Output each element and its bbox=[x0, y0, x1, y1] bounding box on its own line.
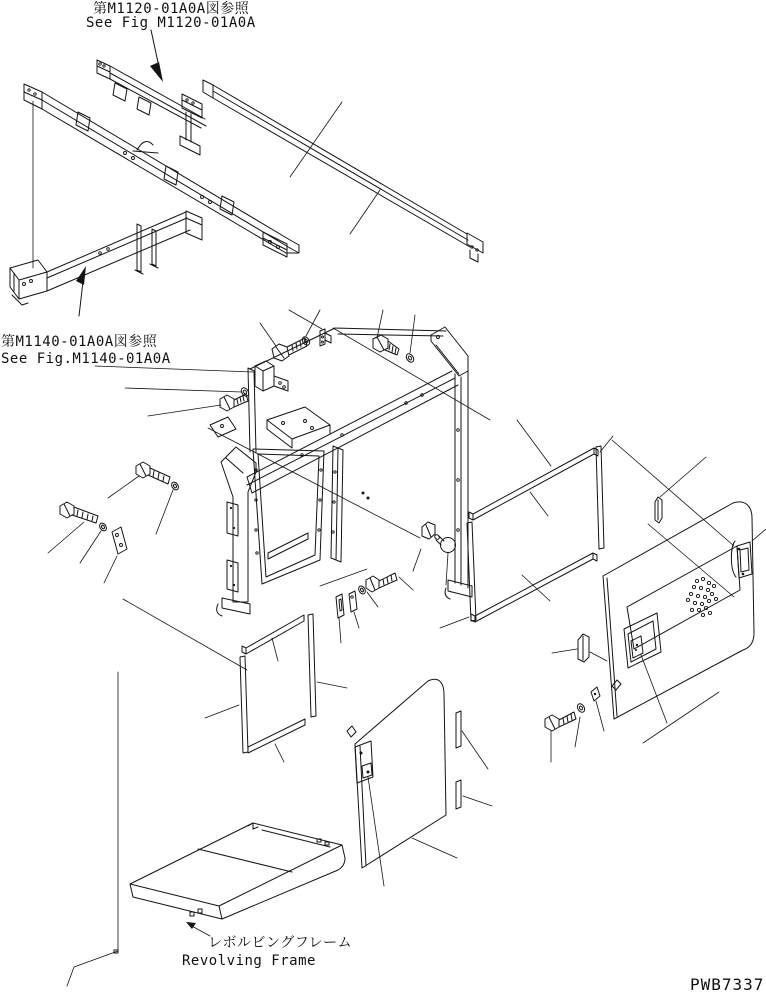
bolt-icon bbox=[136, 462, 170, 484]
front-crossmember bbox=[203, 80, 483, 262]
mount-plate-icon bbox=[112, 527, 127, 554]
washer-icon bbox=[575, 702, 586, 747]
edge-strip-icon bbox=[456, 780, 492, 809]
washer-icon bbox=[405, 352, 416, 363]
reference-arrow-m1140 bbox=[76, 266, 86, 316]
knob-fastener-set bbox=[320, 522, 456, 643]
clip-bracket-icon bbox=[320, 329, 331, 346]
main-frame bbox=[208, 327, 490, 616]
striker-block-icon bbox=[255, 361, 288, 391]
revolving-frame-label-jp: レボルビングフレーム bbox=[208, 935, 353, 951]
side-rail-m1140 bbox=[10, 211, 202, 305]
bolt-icon bbox=[60, 502, 98, 523]
spacer-block-icon bbox=[552, 634, 607, 662]
fig-ref-m1140-en: See Fig.M1140-01A0A bbox=[1, 351, 171, 367]
bolt-icon bbox=[320, 569, 413, 592]
top-crossmember bbox=[97, 60, 206, 155]
fig-ref-m1140-jp: 第M1140-01A0A図参照 bbox=[1, 334, 158, 350]
clip-icon bbox=[591, 687, 604, 731]
latch-keeper-icon bbox=[336, 594, 344, 643]
bolt-icon bbox=[220, 394, 248, 411]
revolving-frame-platform bbox=[67, 599, 345, 986]
fig-ref-m1120-en: See Fig M1120-01A0A bbox=[86, 15, 256, 31]
washer-icon bbox=[98, 522, 108, 532]
fig-ref-m1120-jp: 第M1120-01A0A図参照 bbox=[93, 1, 250, 17]
door-latch bbox=[612, 440, 766, 578]
knob-icon bbox=[434, 534, 456, 585]
lower-panel-frame bbox=[205, 614, 347, 762]
nut-icon bbox=[413, 522, 435, 571]
edge-strip-icon bbox=[456, 711, 488, 769]
pin-strip-icon bbox=[655, 457, 706, 523]
right-door-panel bbox=[545, 440, 766, 762]
left-fastener-set bbox=[48, 462, 180, 583]
lower-door-panel bbox=[347, 679, 492, 886]
revolving-frame-label-en: Revolving Frame bbox=[182, 953, 316, 969]
side-panel-assembly bbox=[440, 420, 706, 628]
washer-icon bbox=[357, 585, 378, 607]
washer-icon bbox=[170, 481, 180, 491]
edge-clip-icon bbox=[612, 680, 621, 690]
drawing-code: PWB7337 bbox=[690, 975, 765, 994]
bolt-icon bbox=[545, 712, 576, 762]
latch-keeper-icon bbox=[349, 591, 359, 628]
reference-arrow-m1120 bbox=[150, 30, 163, 82]
